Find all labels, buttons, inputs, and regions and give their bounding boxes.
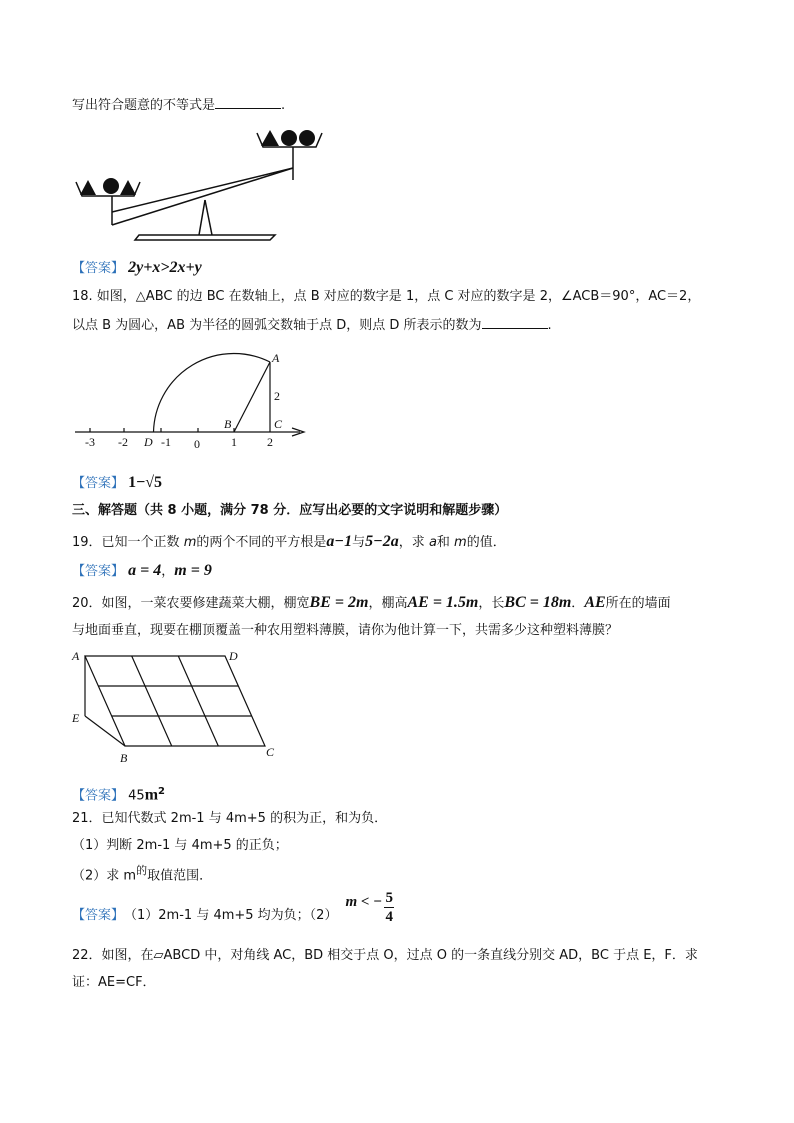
answer-label: 【答案】	[72, 788, 125, 804]
fraction-denominator: 4	[385, 909, 394, 925]
point-label: B	[120, 751, 128, 765]
answer-label: 【答案】	[72, 564, 125, 579]
tick-label: 2	[267, 435, 273, 449]
q21-answer	[72, 890, 394, 925]
q22-line2: 证：AE=CF．	[72, 975, 156, 990]
q17-tail: 写出符合题意的不等式是	[72, 98, 216, 113]
point-label: A	[72, 649, 80, 663]
answer-value: 45	[128, 788, 145, 804]
answer-exponent: 2	[158, 786, 165, 797]
answer-blank	[482, 316, 548, 329]
tick-label: 1	[231, 435, 237, 449]
point-label: A	[272, 351, 280, 365]
answer-value: a = 4	[128, 562, 162, 579]
expr: AE = 1.5m	[407, 594, 479, 611]
q21-part2-post: 取值范围．	[147, 868, 213, 884]
q19-mid: 和	[436, 535, 455, 550]
tick-label: 0	[194, 437, 200, 451]
answer-label: 【答案】	[72, 476, 125, 491]
q17-answer	[72, 259, 202, 278]
expr: 5−2a	[365, 533, 399, 550]
q21-line1: 21．已知代数式 2m-1 与 4m+5 的积为正，和为负．	[72, 811, 388, 826]
point-label: C	[274, 417, 283, 431]
q21-part1: （1）判断 2m-1 与 4m+5 的正负；	[72, 838, 288, 853]
point-label: B	[224, 417, 232, 431]
var: a	[428, 535, 437, 550]
q21-part2-sup: 的	[136, 864, 148, 877]
expr: a−1	[326, 533, 353, 550]
q21-part2	[72, 862, 212, 885]
answer-fraction	[384, 890, 394, 925]
q17-end: .	[281, 98, 286, 113]
q21-part2-pre: （2）求 m	[72, 868, 137, 884]
fraction-numerator: 5	[385, 890, 394, 906]
q20-mid: ，棚高	[368, 596, 408, 611]
expr: BE = 2m	[309, 594, 369, 611]
q18-line1: 18. 如图，△ABC 的边 BC 在数轴上，点 B 对应的数字是 1，点 C 对应的数字是 2，∠ACB＝90°，AC＝2，	[72, 289, 701, 304]
point-label: C	[266, 745, 275, 759]
q20-line1	[72, 594, 671, 613]
answer-value: （1）2m-1 与 4m+5 均为负；（2）	[124, 908, 338, 923]
q19-end: 的值．	[466, 535, 506, 550]
fraction-bar	[384, 907, 394, 908]
point-label: D	[229, 649, 238, 663]
q20-mid: ，长	[478, 596, 505, 611]
q18-answer	[72, 474, 162, 493]
expr: BC = 18m	[504, 594, 572, 611]
q18-line2-text: 以点 B 为圆心，AB 为半径的圆弧交数轴于点 D，则点 D 所表示的数为	[72, 318, 482, 333]
point-label: D	[144, 435, 153, 449]
answer-inequality: m < −	[345, 894, 383, 910]
answer-value: 2y+x>2x+y	[128, 259, 202, 276]
point-label: E	[72, 711, 80, 725]
q20-tail: 所在的墙面	[605, 596, 671, 611]
answer-label: 【答案】	[72, 261, 125, 276]
q22-line1: 22．如图，在▱ABCD 中，对角线 AC，BD 相交于点 O，过点 O 的一条直线分别交 AD，BC 于点 E，F．求	[72, 948, 698, 963]
q20-pre: 20．如图，一菜农要修建蔬菜大棚，棚宽	[72, 596, 310, 611]
q19-mid: 与	[352, 535, 366, 550]
q19-pre: 19．已知一个正数	[72, 535, 184, 550]
answer-value: 1−√5	[128, 474, 163, 491]
q20-mid: ．	[571, 596, 585, 611]
separator: ，	[161, 564, 175, 579]
answer-blank	[215, 96, 281, 109]
tick-label: -2	[118, 435, 128, 449]
q20-line2: 与地面垂直，现要在棚顶覆盖一种农用塑料薄膜，请你为他计算一下，共需多少这种塑料薄膜？	[72, 623, 619, 638]
q19-mid: ，求	[398, 535, 429, 550]
q19-text	[72, 533, 506, 552]
q18-end: .	[547, 318, 552, 333]
section-heading: 三、解答题（共 8 小题，满分 78 分．应写出必要的文字说明和解题步骤）	[72, 503, 508, 518]
q17-text	[72, 96, 285, 115]
q19-mid: 的两个不同的平方根是	[196, 535, 327, 550]
answer-label: 【答案】	[72, 908, 125, 923]
answer-unit: m	[144, 786, 159, 804]
tick-label: -1	[161, 435, 171, 449]
expr: AE	[584, 594, 606, 611]
var: m	[183, 535, 197, 550]
tick-label: -3	[85, 435, 95, 449]
side-label: 2	[274, 389, 280, 403]
q20-answer	[72, 783, 165, 805]
var: m	[454, 535, 467, 550]
answer-value: m = 9	[174, 562, 212, 579]
q18-line2	[72, 316, 552, 335]
q19-answer	[72, 562, 212, 581]
